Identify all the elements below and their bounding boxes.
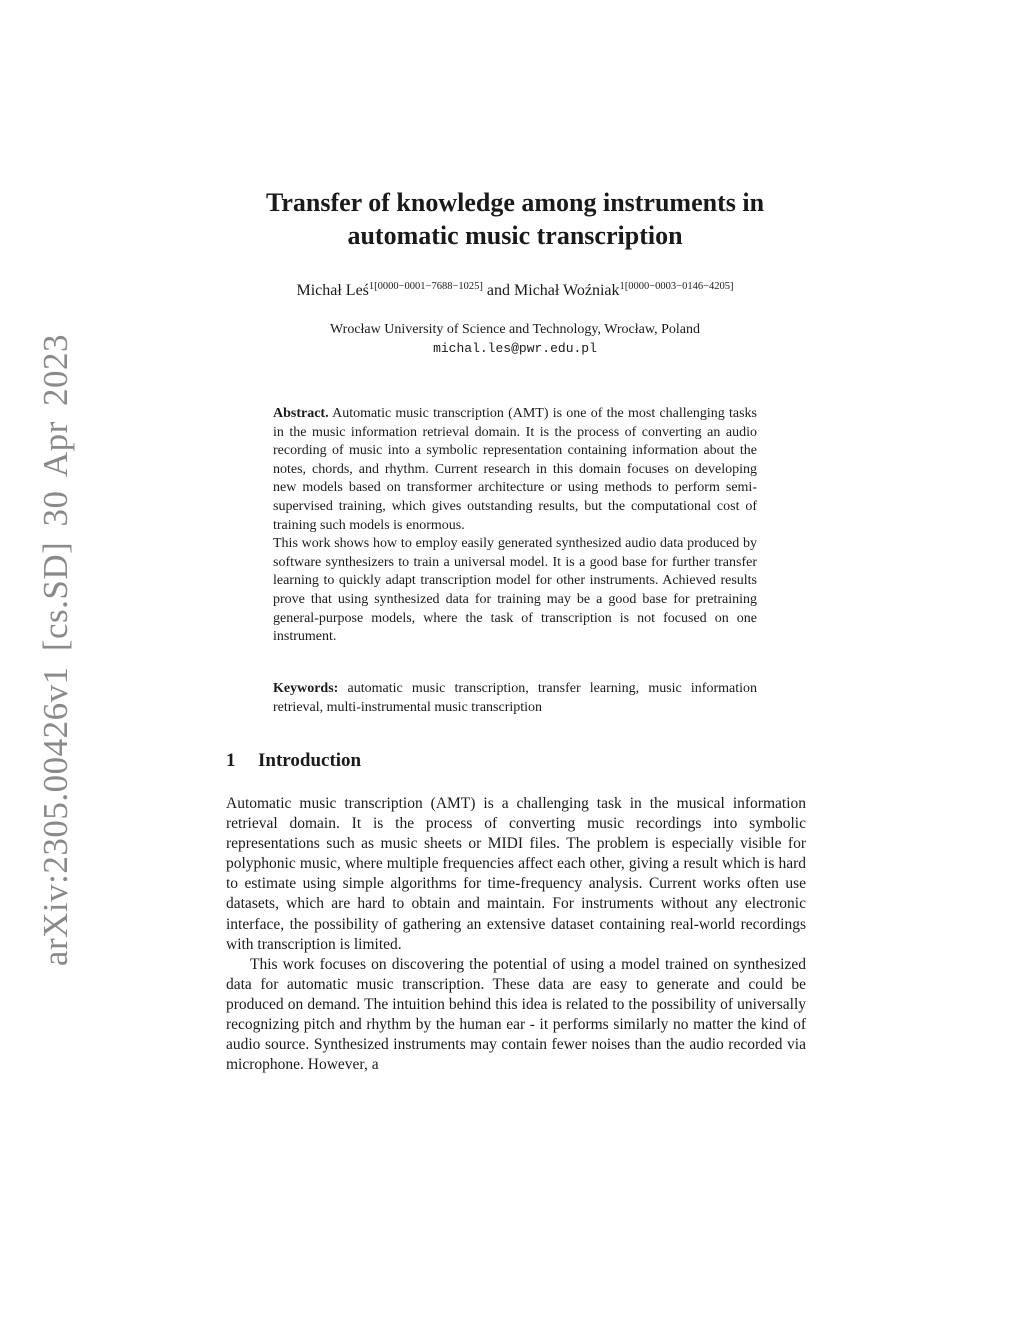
section-title: Introduction	[258, 750, 362, 771]
author-email[interactable]: michal.les@pwr.edu.pl	[433, 341, 597, 356]
abstract-paragraph-1-text: Automatic music transcription (AMT) is one of the most challenging tasks in the music information retrieval domain. It is the process of converting an audio recording of music into a symbolic representation containing information about the notes, chords, and rhythm. Current research in this domain focuses on developing new models based on transformer architecture or using methods to perform semi-supervised training, which gives outstanding results, but the computational cost of training such models is enormous.	[273, 406, 757, 533]
author-list	[160, 282, 870, 300]
introduction-body	[226, 794, 806, 1075]
section-heading-introduction	[226, 750, 361, 772]
keywords	[273, 680, 757, 717]
section-number: 1	[226, 750, 236, 771]
author-1-orcid: 1[0000−0001−7688−1025]	[368, 281, 483, 292]
affiliation-text: Wrocław University of Science and Technology, Wrocław, Poland	[330, 322, 700, 337]
author-1-name: Michał Leś	[296, 282, 369, 299]
paper-title-line-2: automatic music transcription	[347, 221, 683, 250]
paper-title	[200, 186, 830, 252]
keywords-label: Keywords:	[273, 681, 339, 696]
author-conjunction: and	[486, 282, 511, 299]
author-2-orcid: 1[0000−0003−0146−4205]	[619, 281, 734, 292]
arxiv-identifier-stamp: arXiv:2305.00426v1 [cs.SD] 30 Apr 2023	[36, 333, 75, 967]
abstract-paragraph-1	[273, 405, 757, 535]
paper-title-line-1: Transfer of knowledge among instruments in	[265, 188, 765, 217]
abstract	[273, 405, 757, 647]
author-2-name: Michał Woźniak	[514, 282, 620, 299]
keywords-text: automatic music transcription, transfer learning, music information retrieval, multi-instrumental music transcription	[273, 681, 758, 715]
introduction-paragraph-1: Automatic music transcription (AMT) is a challenging task in the musical information retrieval domain. It is the process of converting music recordings into symbolic representations such as music sheets or MIDI files. The problem is especially visible for polyphonic music, where multiple frequencies affect each other, giving a result which is hard to estimate using simple algorithms for time-frequency analysis. Current works often use datasets, which are hard to obtain and maintain. For instruments without any electronic interface, the possibility of gathering an extensive dataset containing real-world recordings with transcription is limited.	[226, 795, 806, 953]
affiliation-block	[200, 320, 830, 358]
abstract-label: Abstract.	[273, 406, 329, 421]
introduction-paragraph-2: This work focuses on discovering the potential of using a model trained on synthesized data for automatic music transcription. These data are easy to generate and could be produced on demand. The intuition behind this idea is related to the possibility of universally recognizing pitch and rhythm by the human ear - it performs similarly no matter the kind of audio source. Synthesized instruments may contain fewer noises than the audio recorded via microphone. However, a	[226, 955, 806, 1074]
abstract-paragraph-2: This work shows how to employ easily generated synthesized audio data produced by software synthesizers to train a universal model. It is a good base for further transfer learning to quickly adapt transcription model for other instruments. Achieved results prove that using synthesized data for training may be a good base for pretraining general-purpose models, where the task of transcription is not focused on one instrument.	[273, 536, 757, 645]
